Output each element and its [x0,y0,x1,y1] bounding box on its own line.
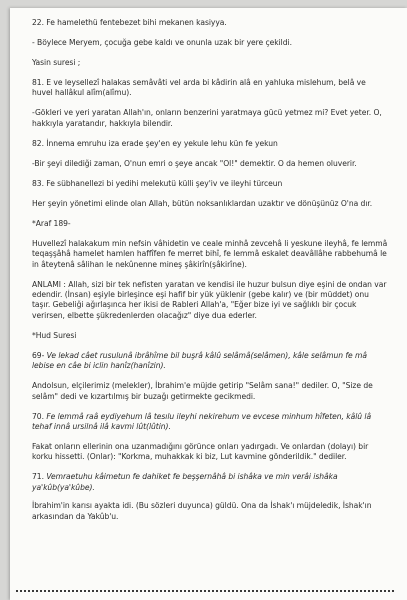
paragraph-translation-22: - Böylece Meryem, çocuğa gebe kaldı ve onunla uzak bir yere çekildi. [32,38,292,47]
paragraph-translation-82: -Bir şeyi dilediği zaman, O'nun emri o şeye ancak "Ol!" demektir. O da hemen oluverir. [32,158,357,168]
paragraph-verse-22: 22. Fe hamelethü fentebezet bihi mekanen kasiyya. [32,18,227,27]
paragraph-translation-69: Andolsun, elçilerimiz (melekler), İbrahim'e müjde getirip "Selâm sana!" dediler. O, "Size de selâm" dedi ve kızartılmış bir buzağı getirmekte gecikmedi. [32,381,373,401]
page-sheet [10,8,407,600]
paragraph-verse-82: 82. İnnema emruhu iza erade şey'en ey yekule lehu kün fe yekun [32,138,278,148]
paragraph-verse-araf-189: Huvellezî halakakum min nefsin vâhidetin ve ceale minhâ zevcehâ li yeskune ileyhâ, fe lemmâ teqaşşâhâ hamelet hamlen haffîfen fe merret bihî, fe lemmâ eskalet deavâllâhe rabbehumâ le in âteytenâ sâlihan le nekûnenne mineş şâkirîn(şâkirîne). [32,238,388,269]
heading-hud: *Hud Suresi [32,330,77,340]
dotted-divider [16,590,394,592]
heading-araf: *Araf 189- [32,218,71,228]
paragraph-verse-71 [32,472,388,493]
verse-text-71: Vemraetuhu kâimetun fe dahiket fe beşşernâhâ bi ishâka ve min verâi ishâka ya'kûb(ya'kûbe). [32,472,338,492]
paragraph-meaning-araf-189: ANLAMI : Allah, sizi bir tek nefisten yaratan ve kendisi ile huzur bulsun diye eşini de ondan var edendir. (İnsan) eşiyle birleşince eşi hafif bir yük yüklenir (gebe kalır) ve (bir müddet) onu taşır. Gebeliği ağırlaşınca her ikisi de Rableri Allah'a, "Eğer bize iyi ve sağlıklı bir çocuk verirsen, elbette şükredenlerden olacağız" diye dua ederler. [32,279,387,320]
paragraph-translation-83: Her şeyin yönetimi elinde olan Allah, bütün noksanlıklardan uzaktır ve dönüşünüz O'na dır. [32,198,373,208]
verse-text-70: Fe lemmâ raâ eydiyehum lâ tesılu ileyhi nekirehum ve evcese minhum hîfeten, kâlû lâ tehaf innâ ursilnâ ilâ kavmi lût(lûtin). [32,411,372,432]
verse-number-69: 69- [32,350,45,360]
paragraph-verse-81: 81. E ve leysellezî halakas semâvâti vel arda bi kâdirin alâ en yahluka mislehum, belâ ve huvel hallâkul alîm(alîmu). [32,78,366,98]
verse-text-69: Ve lekad câet rusulunâ ibrâhîme bil buşrâ kâlû selâmâ(selâmen), kâle selâmun fe mâ lebise en câe bi iclin hanîz(hanîzin). [32,350,367,371]
text-body [32,18,388,532]
paragraph-verse-83: 83. Fe sübhanellezi bi yedihi melekutü külli şey'iv ve ileyhi türceun [32,178,283,188]
verse-number-70: 70. [32,411,44,421]
paragraph-translation-81: -Gökleri ve yeri yaratan Allah'ın, onların benzerini yaratmaya gücü yetmez mi? Evet yeter. O, hakkıyla yaratandır, hakkıyla bilendir. [32,108,382,128]
paragraph-translation-71: İbrahim'in karısı ayakta idi. (Bu sözleri duyunca) güldü. Ona da İshak'ı müjdeledik, İshak'ın arkasından da Yakûb'u. [32,501,372,521]
verse-number-71: 71. [32,472,44,482]
paragraph-verse-70 [32,412,388,433]
paragraph-verse-69 [32,351,388,372]
paragraph-translation-70: Fakat onların ellerinin ona uzanmadığını görünce onları yadırgadı. Ve onlardan (dolayı) bir korku hissetti. (Onlar): "Korkma, muhakkak ki biz, Lut kavmine gönderildik." dediler. [32,442,369,462]
heading-yasin: Yasin suresi ; [32,58,81,67]
